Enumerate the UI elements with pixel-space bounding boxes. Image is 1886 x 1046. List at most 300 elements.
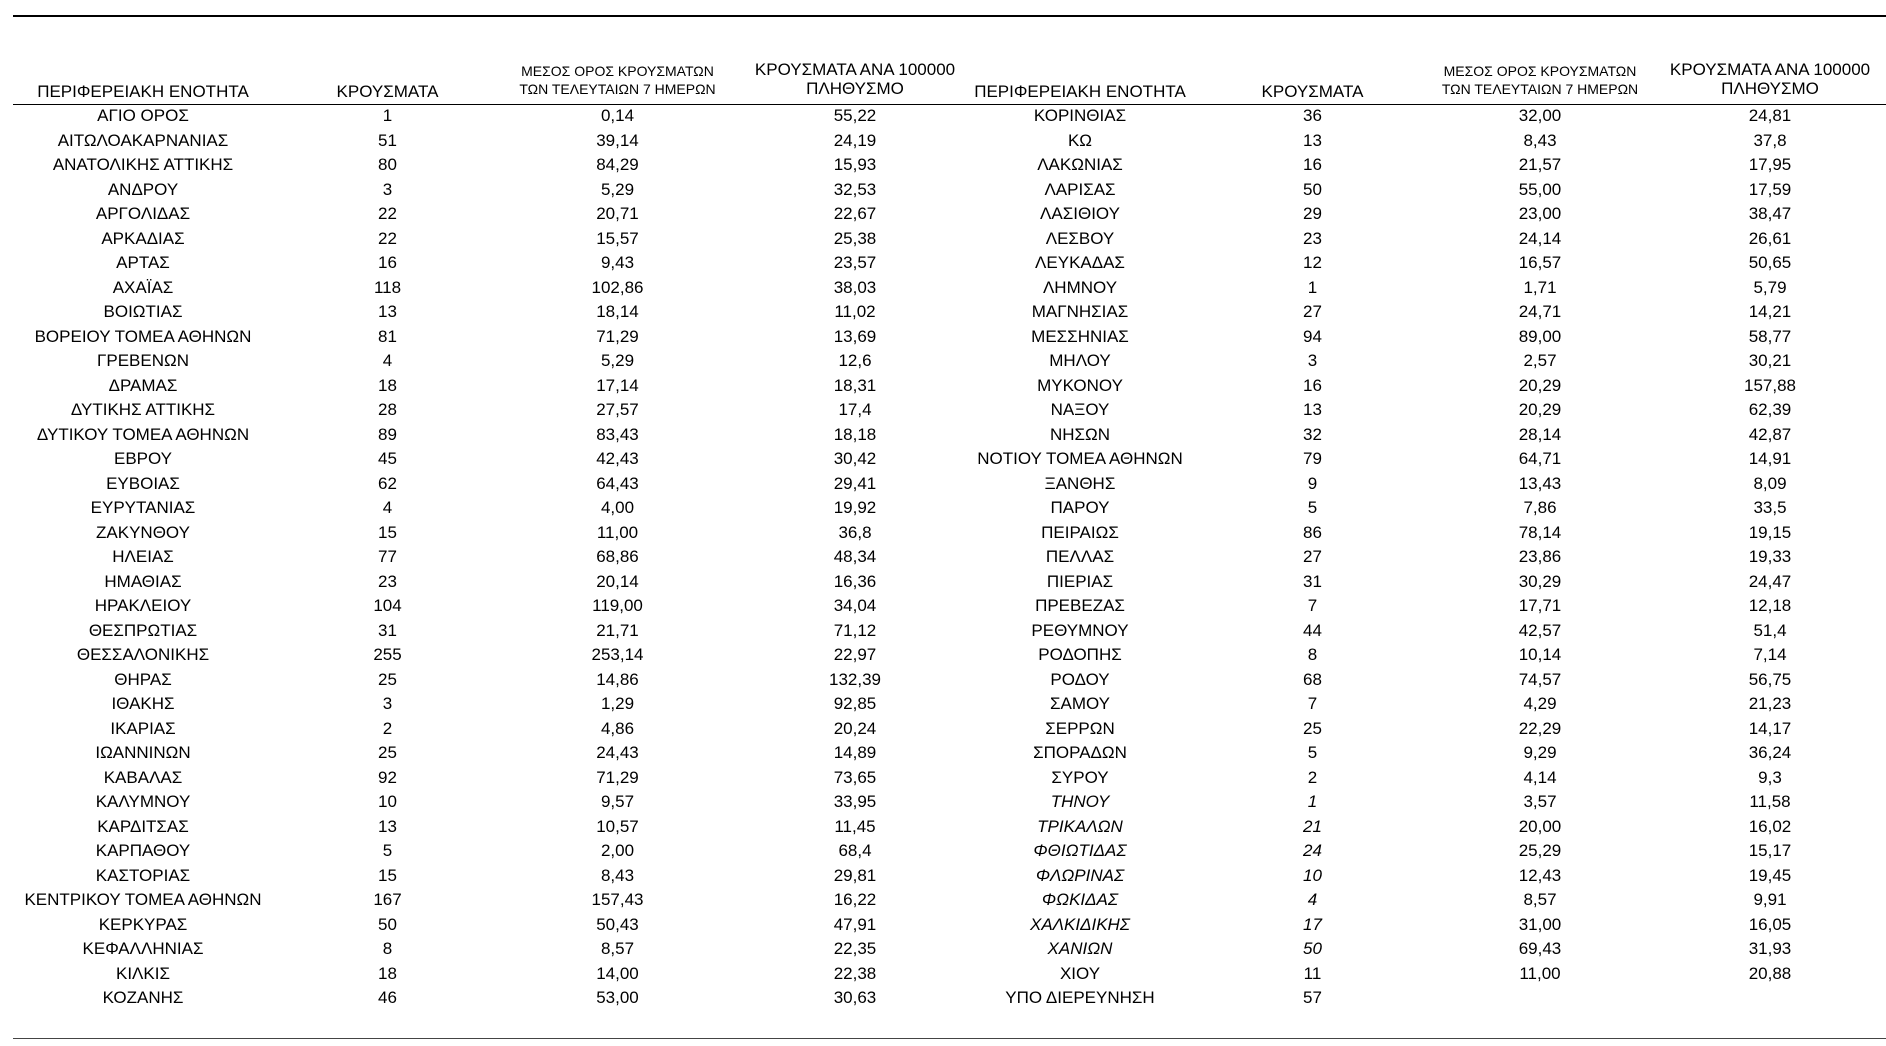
right-per100k-cell: 24,47 [1748,571,1792,591]
left-region-cell: ΔΥΤΙΚΗΣ ΑΤΤΙΚΗΣ [70,400,216,419]
table-row [0,864,1886,889]
left-per100k-cell: 24,19 [833,130,877,150]
right-avg7-cell: 2,57 [1523,351,1557,370]
left-cases-cell: 15 [378,522,397,542]
left-cases-cell: 46 [378,988,397,1007]
right-per100k-cell: 14,17 [1748,718,1792,738]
left-per100k-cell: 12,6 [838,351,872,370]
left-cases-cell: 62 [378,473,397,493]
left-avg7-cell: 20,71 [596,204,639,223]
right-cases-cell: 10 [1303,865,1322,885]
left-cases-cell: 31 [378,620,397,640]
left-per100k-cell: 30,63 [833,988,877,1007]
table-row [0,815,1886,840]
left-cases-cell: 15 [378,865,397,885]
header-avg-left [505,62,730,98]
right-region-cell: ΜΥΚΟΝΟΥ [1037,375,1123,395]
right-avg7-cell: 11,00 [1519,963,1561,983]
left-cases-cell: 13 [378,302,397,321]
right-per100k-cell: 11,58 [1749,792,1791,811]
header-avg-line2: ΤΩΝ ΤΕΛΕΥΤΑΙΩΝ 7 ΗΜΕΡΩΝ [1441,81,1639,98]
right-avg7-cell: 22,29 [1518,718,1562,738]
left-region-cell: ΚΑΣΤΟΡΙΑΣ [95,865,191,885]
right-per100k-cell: 19,15 [1748,522,1792,542]
right-region-cell: ΝΗΣΩΝ [1049,424,1111,444]
left-region-cell: ΚΑΡΔΙΤΣΑΣ [97,816,189,836]
bottom-rule [13,1038,1886,1039]
table-row [0,643,1886,668]
left-cases-cell: 22 [378,228,397,248]
right-per100k-cell: 16,02 [1748,816,1792,836]
top-rule [13,15,1886,17]
right-region-cell: ΦΘΙΩΤΙΔΑΣ [1033,841,1127,860]
left-cases-cell: 255 [373,645,402,664]
table-row [0,300,1886,325]
table-row [0,227,1886,252]
table-row [0,594,1886,619]
header-per100k-line1: ΚΡΟΥΣΜΑΤΑ ΑΝΑ 100000 [754,60,956,79]
left-per100k-cell: 18,18 [833,424,877,444]
right-avg7-cell: 20,29 [1518,400,1562,419]
right-region-cell: ΚΟΡΙΝΘΙΑΣ [1033,106,1127,125]
right-region-cell: ΛΑΣΙΘΙΟΥ [1040,204,1120,223]
right-cases-cell: 21 [1303,816,1322,836]
table-row [0,374,1886,399]
right-cases-cell: 13 [1303,400,1322,419]
right-cases-cell: 9 [1307,473,1318,493]
table-row [0,888,1886,913]
left-avg7-cell: 18,14 [596,302,639,321]
right-per100k-cell: 24,81 [1748,106,1792,125]
right-cases-cell: 17 [1303,914,1322,934]
left-cases-cell: 92 [378,767,397,787]
right-per100k-cell: 17,59 [1748,179,1792,199]
table-row [0,447,1886,472]
left-region-cell: ΔΥΤΙΚΟΥ ΤΟΜΕΑ ΑΘΗΝΩΝ [36,424,250,444]
right-cases-cell: 86 [1303,522,1322,542]
left-avg7-cell: 5,29 [600,351,635,370]
right-cases-cell: 24 [1303,841,1322,860]
left-per100k-cell: 19,92 [833,498,877,517]
right-region-cell: ΞΑΝΘΗΣ [1044,473,1116,493]
left-region-cell: ΘΗΡΑΣ [114,669,172,689]
left-cases-cell: 25 [378,669,397,689]
right-avg7-cell: 17,71 [1518,596,1562,615]
left-per100k-cell: 34,04 [833,596,877,615]
right-region-cell: ΦΛΩΡΙΝΑΣ [1035,865,1125,885]
table-row [0,104,1886,129]
left-region-cell: ΗΡΑΚΛΕΙΟΥ [94,596,192,615]
right-per100k-cell: 12,18 [1748,596,1792,615]
left-per100k-cell: 132,39 [829,669,881,689]
left-per100k-cell: 68,4 [838,841,872,860]
right-region-cell: ΛΗΜΝΟΥ [1042,277,1118,297]
left-region-cell: ΓΡΕΒΕΝΩΝ [97,351,189,370]
left-region-cell: ΑΝΑΤΟΛΙΚΗΣ ΑΤΤΙΚΗΣ [52,155,234,174]
left-region-cell: ΑΡΓΟΛΙΔΑΣ [95,204,191,223]
right-region-cell: ΛΑΡΙΣΑΣ [1044,179,1116,199]
left-cases-cell: 80 [378,155,397,174]
table-row [0,986,1886,1011]
left-avg7-cell: 9,57 [600,792,635,811]
table-row [0,129,1886,154]
right-per100k-cell: 19,45 [1748,865,1792,885]
table-row [0,423,1886,448]
right-cases-cell: 57 [1303,988,1322,1007]
right-region-cell: ΣΠΟΡΑΔΩΝ [1033,743,1127,762]
left-per100k-cell: 13,69 [833,326,877,346]
table-row [0,717,1886,742]
left-region-cell: ΑΝΔΡΟΥ [107,179,179,199]
left-per100k-cell: 47,91 [833,914,877,934]
right-per100k-cell: 14,91 [1748,449,1792,468]
left-per100k-cell: 36,8 [838,522,872,542]
left-per100k-cell: 16,36 [833,571,877,591]
right-cases-cell: 31 [1303,571,1322,591]
right-per100k-cell: 38,47 [1748,204,1792,223]
table-row [0,472,1886,497]
right-per100k-cell: 20,88 [1748,963,1792,983]
left-avg7-cell: 42,43 [596,449,639,468]
left-per100k-cell: 55,22 [833,106,877,125]
right-avg7-cell: 13,43 [1518,473,1562,493]
table-row [0,251,1886,276]
right-avg7-cell: 28,14 [1518,424,1562,444]
header-avg-line2: ΤΩΝ ΤΕΛΕΥΤΑΙΩΝ 7 ΗΜΕΡΩΝ [519,81,716,98]
left-cases-cell: 89 [378,424,397,444]
right-per100k-cell: 7,14 [1753,645,1787,664]
left-per100k-cell: 22,38 [833,963,877,983]
header-avg-line1: ΜΕΣΟΣ ΟΡΟΣ ΚΡΟΥΣΜΑΤΩΝ [521,63,714,79]
right-avg7-cell: 74,57 [1518,669,1562,689]
left-cases-cell: 25 [378,743,397,762]
right-avg7-cell: 21,57 [1518,155,1562,174]
left-avg7-cell: 84,29 [596,155,639,174]
left-per100k-cell: 48,34 [833,547,877,566]
right-avg7-cell: 4,14 [1523,767,1557,787]
left-region-cell: ΕΥΡΥΤΑΝΙΑΣ [90,498,196,517]
left-cases-cell: 22 [378,204,397,223]
right-region-cell: ΚΩ [1067,130,1093,150]
right-avg7-cell: 7,86 [1523,498,1557,517]
left-cases-cell: 4 [382,498,393,517]
right-cases-cell: 11 [1303,963,1322,983]
left-cases-cell: 2 [382,718,393,738]
left-region-cell: ΙΩΑΝΝΙΝΩΝ [95,743,191,762]
table-row [0,962,1886,987]
left-per100k-cell: 38,03 [833,277,877,297]
right-region-cell: ΛΕΣΒΟΥ [1045,228,1115,248]
right-per100k-cell: 14,21 [1748,302,1792,321]
right-region-cell: ΧΑΝΙΩΝ [1047,939,1113,958]
right-region-cell: ΠΕΛΛΑΣ [1045,547,1115,566]
right-cases-cell: 2 [1307,767,1318,787]
left-per100k-cell: 71,12 [833,620,877,640]
right-per100k-cell: 42,87 [1748,424,1792,444]
right-cases-cell: 7 [1307,694,1318,713]
right-avg7-cell: 25,29 [1518,841,1562,860]
left-avg7-cell: 9,43 [600,253,635,272]
header-cases-right: ΚΡΟΥΣΜΑΤΑ [1261,82,1364,101]
right-per100k-cell: 19,33 [1748,547,1792,566]
left-avg7-cell: 53,00 [596,988,639,1007]
left-avg7-cell: 27,57 [596,400,639,419]
right-avg7-cell: 64,71 [1518,449,1562,468]
left-region-cell: ΘΕΣΠΡΩΤΙΑΣ [88,620,198,640]
right-cases-cell: 1 [1307,792,1318,811]
left-per100k-cell: 16,22 [833,890,877,909]
right-per100k-cell: 33,5 [1753,498,1787,517]
right-per100k-cell: 30,21 [1748,351,1792,370]
right-per100k-cell: 8,09 [1753,473,1787,493]
left-region-cell: ΚΕΝΤΡΙΚΟΥ ΤΟΜΕΑ ΑΘΗΝΩΝ [24,890,262,909]
left-avg7-cell: 2,00 [600,841,635,860]
left-cases-cell: 104 [373,596,402,615]
left-avg7-cell: 68,86 [596,547,639,566]
right-avg7-cell: 24,71 [1518,302,1562,321]
left-cases-cell: 5 [382,841,393,860]
right-avg7-cell: 20,00 [1518,816,1562,836]
left-cases-cell: 77 [378,547,397,566]
right-avg7-cell: 8,43 [1523,130,1557,150]
right-avg7-cell: 20,29 [1518,375,1562,395]
table-row [0,937,1886,962]
right-per100k-cell: 5,79 [1753,277,1787,297]
right-region-cell: ΧΑΛΚΙΔΙΚΗΣ [1029,914,1131,934]
table-row [0,839,1886,864]
right-region-cell: ΛΕΥΚΑΔΑΣ [1035,253,1125,272]
right-per100k-cell: 56,75 [1748,669,1792,689]
table-row [0,668,1886,693]
left-avg7-cell: 1,29 [600,694,635,713]
right-avg7-cell: 31,00 [1518,914,1562,934]
left-avg7-cell: 14,00 [596,963,639,983]
left-avg7-cell: 21,71 [596,620,639,640]
left-region-cell: ΒΟΡΕΙΟΥ ΤΟΜΕΑ ΑΘΗΝΩΝ [34,326,252,346]
header-per100k-left [740,61,970,98]
table-row [0,398,1886,423]
left-avg7-cell: 119,00 [592,596,643,615]
right-cases-cell: 3 [1307,351,1318,370]
right-avg7-cell: 24,14 [1518,228,1562,248]
right-per100k-cell: 16,05 [1748,914,1792,934]
right-cases-cell: 29 [1303,204,1322,223]
table-row [0,153,1886,178]
right-region-cell: ΣΕΡΡΩΝ [1045,718,1115,738]
right-region-cell: ΠΡΕΒΕΖΑΣ [1035,596,1125,615]
left-avg7-cell: 8,43 [600,865,635,885]
left-region-cell: ΑΓΙΟ ΟΡΟΣ [97,106,189,125]
header-avg-line1: ΜΕΣΟΣ ΟΡΟΣ ΚΡΟΥΣΜΑΤΩΝ [1443,63,1637,79]
left-region-cell: ΗΛΕΙΑΣ [112,547,174,566]
right-region-cell: ΝΑΞΟΥ [1050,400,1110,419]
right-cases-cell: 23 [1303,228,1322,248]
left-avg7-cell: 4,00 [600,498,635,517]
left-avg7-cell: 50,43 [596,914,639,934]
right-region-cell: ΤΗΝΟΥ [1050,792,1110,811]
table-row [0,521,1886,546]
left-per100k-cell: 11,02 [834,302,876,321]
table-row [0,276,1886,301]
left-per100k-cell: 22,35 [833,939,877,958]
right-region-cell: ΡΟΔΟΠΗΣ [1038,645,1122,664]
left-per100k-cell: 29,81 [833,865,877,885]
right-per100k-cell: 36,24 [1748,743,1792,762]
left-region-cell: ΗΜΑΘΙΑΣ [104,571,182,591]
right-avg7-cell: 78,14 [1518,522,1562,542]
right-cases-cell: 68 [1303,669,1322,689]
right-cases-cell: 94 [1303,326,1322,346]
left-avg7-cell: 0,14 [600,106,635,125]
left-region-cell: ΙΚΑΡΙΑΣ [110,718,176,738]
right-avg7-cell: 4,29 [1523,694,1557,713]
table-row [0,178,1886,203]
right-region-cell: ΥΠΟ ΔΙΕΡΕΥΝΗΣΗ [1005,988,1155,1007]
right-per100k-cell: 62,39 [1748,400,1792,419]
left-cases-cell: 118 [373,277,402,297]
left-avg7-cell: 24,43 [596,743,639,762]
left-per100k-cell: 11,45 [834,816,876,836]
right-cases-cell: 25 [1303,718,1322,738]
left-per100k-cell: 92,85 [833,694,877,713]
left-region-cell: ΒΟΙΩΤΙΑΣ [103,302,183,321]
table-row [0,692,1886,717]
left-cases-cell: 8 [382,939,393,958]
header-cases-left: ΚΡΟΥΣΜΑΤΑ [336,82,439,101]
left-cases-cell: 50 [378,914,397,934]
right-cases-cell: 36 [1303,106,1322,125]
right-cases-cell: 13 [1303,130,1322,150]
right-avg7-cell: 8,57 [1523,890,1557,909]
right-cases-cell: 79 [1303,449,1322,468]
left-avg7-cell: 17,14 [596,375,639,395]
left-per100k-cell: 25,38 [833,228,877,248]
right-cases-cell: 50 [1303,179,1322,199]
right-per100k-cell: 26,61 [1748,228,1792,248]
header-per100k-line2: ΠΛΗΘΥΣΜΟ [806,78,904,98]
left-avg7-cell: 14,86 [596,669,639,689]
left-cases-cell: 18 [378,375,397,395]
left-region-cell: ΔΡΑΜΑΣ [108,375,178,395]
right-cases-cell: 1 [1307,277,1318,297]
left-region-cell: ΖΑΚΥΝΘΟΥ [96,522,190,542]
left-cases-cell: 10 [378,792,397,811]
left-avg7-cell: 10,57 [596,816,639,836]
header-per100k-right [1655,61,1885,98]
table-row [0,496,1886,521]
right-avg7-cell: 32,00 [1518,106,1562,125]
table-row [0,349,1886,374]
left-region-cell: ΚΕΦΑΛΛΗΝΙΑΣ [82,939,204,958]
table-row [0,202,1886,227]
right-avg7-cell: 3,57 [1523,792,1557,811]
left-cases-cell: 81 [378,326,397,346]
header-region-right: ΠΕΡΙΦΕΡΕΙΑΚΗ ΕΝΟΤΗΤΑ [974,82,1186,101]
left-avg7-cell: 11,00 [596,522,639,542]
right-region-cell: ΡΟΔΟΥ [1050,669,1110,689]
right-avg7-cell: 23,00 [1518,204,1562,223]
left-region-cell: ΑΧΑΪΑΣ [112,277,174,297]
left-cases-cell: 13 [378,816,397,836]
right-cases-cell: 12 [1303,253,1322,272]
header-avg-right [1425,62,1655,98]
left-cases-cell: 3 [382,694,393,713]
right-cases-cell: 7 [1307,596,1318,615]
left-avg7-cell: 39,14 [596,130,639,150]
left-cases-cell: 16 [378,253,397,272]
right-per100k-cell: 51,4 [1753,620,1787,640]
left-region-cell: ΘΕΣΣΑΛΟΝΙΚΗΣ [76,645,210,664]
left-per100k-cell: 32,53 [833,179,877,199]
left-avg7-cell: 5,29 [600,179,635,199]
table-row [0,325,1886,350]
left-per100k-cell: 14,89 [833,743,877,762]
left-region-cell: ΑΙΤΩΛΟΑΚΑΡΝΑΝΙΑΣ [57,130,229,150]
left-per100k-cell: 33,95 [833,792,877,811]
left-region-cell: ΚΟΖΑΝΗΣ [102,988,184,1007]
right-avg7-cell: 89,00 [1518,326,1562,346]
left-avg7-cell: 8,57 [600,939,635,958]
table-row [0,790,1886,815]
left-cases-cell: 1 [382,106,393,125]
left-avg7-cell: 83,43 [596,424,639,444]
left-region-cell: ΕΥΒΟΙΑΣ [106,473,180,493]
left-region-cell: ΑΡΚΑΔΙΑΣ [101,228,185,248]
right-cases-cell: 5 [1307,743,1318,762]
right-per100k-cell: 31,93 [1748,939,1792,958]
left-per100k-cell: 20,24 [833,718,877,738]
right-per100k-cell: 17,95 [1748,155,1792,174]
left-cases-cell: 45 [378,449,397,468]
header-region-left: ΠΕΡΙΦΕΡΕΙΑΚΗ ΕΝΟΤΗΤΑ [37,82,249,101]
right-avg7-cell: 55,00 [1518,179,1562,199]
right-per100k-cell: 37,8 [1753,130,1787,150]
right-region-cell: ΝΟΤΙΟΥ ΤΟΜΕΑ ΑΘΗΝΩΝ [977,449,1183,468]
left-avg7-cell: 71,29 [596,767,639,787]
right-cases-cell: 16 [1303,155,1322,174]
left-region-cell: ΙΘΑΚΗΣ [111,694,175,713]
right-avg7-cell: 30,29 [1518,571,1562,591]
left-cases-cell: 28 [378,400,397,419]
left-region-cell: ΚΑΡΠΑΘΟΥ [95,841,191,860]
right-region-cell: ΣΑΜΟΥ [1049,694,1111,713]
right-region-cell: ΣΥΡΟΥ [1051,767,1109,787]
right-avg7-cell: 42,57 [1518,620,1562,640]
right-region-cell: ΜΕΣΣΗΝΙΑΣ [1031,326,1129,346]
left-region-cell: ΚΕΡΚΥΡΑΣ [98,914,188,934]
left-region-cell: ΑΡΤΑΣ [116,253,170,272]
left-per100k-cell: 23,57 [833,253,877,272]
left-avg7-cell: 4,86 [600,718,635,738]
left-per100k-cell: 30,42 [833,449,877,468]
left-cases-cell: 167 [373,890,402,909]
right-cases-cell: 27 [1303,302,1322,321]
right-cases-cell: 8 [1307,645,1318,664]
left-per100k-cell: 22,67 [833,204,877,223]
right-cases-cell: 5 [1307,498,1318,517]
left-per100k-cell: 17,4 [838,400,872,419]
right-avg7-cell: 23,86 [1518,547,1562,566]
left-avg7-cell: 20,14 [596,571,639,591]
right-cases-cell: 27 [1303,547,1322,566]
right-avg7-cell: 1,71 [1523,277,1557,297]
right-region-cell: ΡΕΘΥΜΝΟΥ [1031,620,1129,640]
right-avg7-cell: 9,29 [1523,743,1557,762]
right-per100k-cell: 15,17 [1748,841,1792,860]
left-per100k-cell: 29,41 [833,473,877,493]
right-region-cell: ΠΕΙΡΑΙΩΣ [1041,522,1119,542]
header-per100k-line2: ΠΛΗΘΥΣΜΟ [1721,78,1819,98]
